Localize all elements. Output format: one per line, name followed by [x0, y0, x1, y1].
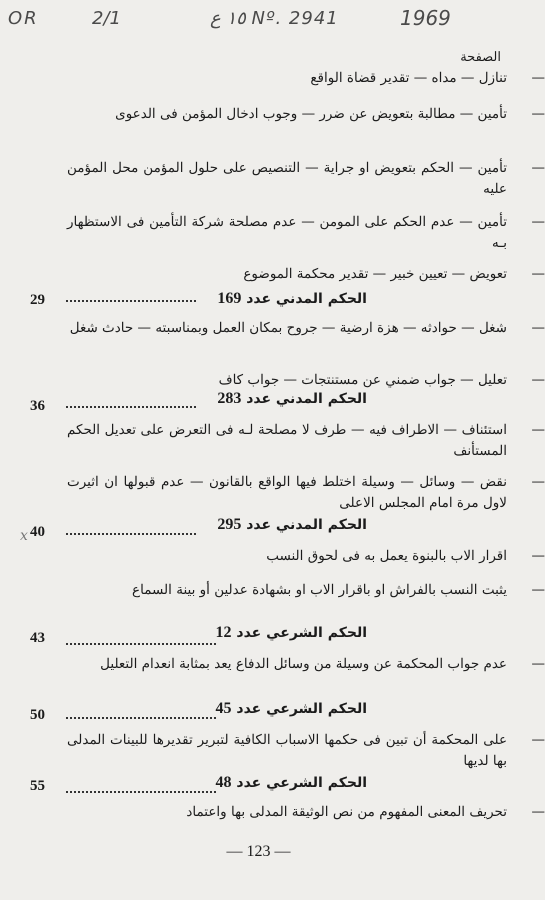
section-heading [216, 700, 367, 718]
heading-number: 48 [215, 774, 232, 791]
entry-dash: — [531, 804, 545, 820]
index-entry [67, 212, 545, 254]
entry-text: تأمين — مطالبة بتعويض عن ضرر — وجوب ادخال المؤمن فى الدعوى [115, 106, 507, 122]
index-entry [67, 546, 545, 567]
heading-number: 295 [217, 516, 242, 533]
heading-number: 283 [217, 390, 242, 407]
entry-dash: — [531, 372, 545, 388]
index-entry [67, 104, 545, 125]
entry-text: شغل — حوادثه — هزة ارضية — جروح بمكان العمل وبمناسبته — حادث شغل [69, 320, 507, 336]
handwritten-reference: ١٥ ع Nº. 2941 [210, 8, 339, 29]
heading-label: الحكم الشرعي عدد [236, 701, 367, 717]
page-footer-number: — 123 — [226, 843, 291, 860]
handwritten-year: 1969 [400, 6, 451, 30]
section-heading [217, 390, 367, 408]
heading-label: الحكم المدني عدد [246, 391, 367, 407]
entry-dash: — [531, 732, 545, 748]
entry-dash: — [531, 266, 545, 282]
index-entry [67, 580, 545, 601]
index-entry [67, 158, 545, 200]
dot-leader [66, 533, 196, 535]
heading-number: 12 [215, 624, 232, 641]
page-column-label: الصفحة [460, 50, 501, 65]
page-number: 50 [30, 707, 45, 723]
index-entry [67, 802, 545, 823]
heading-number: 45 [215, 700, 232, 717]
entry-text: تحريف المعنى المفهوم من نص الوثيقة المدلى بها واعتماد [186, 804, 507, 820]
section-heading [216, 774, 367, 792]
index-entry [67, 654, 545, 675]
heading-label: الحكم المدني عدد [246, 291, 367, 307]
heading-number: 169 [217, 290, 242, 307]
index-entry [67, 370, 545, 391]
page-number: 55 [30, 778, 45, 794]
index-entry [67, 264, 545, 285]
entry-dash: — [531, 582, 545, 598]
entry-dash: — [531, 106, 545, 122]
dot-leader [66, 791, 216, 793]
page-number: 40 [30, 524, 45, 540]
entry-text: استئناف — الاطراف فيه — طرف لا مصلحة لـه فى التعرض على تعديل الحكم المستأنف [67, 422, 507, 459]
index-entry [67, 420, 545, 462]
handwritten-date: 2/1 [92, 8, 121, 29]
entry-dash: — [531, 656, 545, 672]
entry-dash: — [531, 422, 545, 438]
handwritten-code: OR [8, 8, 39, 29]
index-entry [67, 472, 545, 514]
entry-dash: — [531, 160, 545, 176]
entry-dash: — [531, 474, 545, 490]
page-number: 36 [30, 398, 45, 414]
entry-text: نقض — وسائل — وسيلة اختلط فيها الواقع بالقانون — عدم قبولها ان اثيرت لاول مرة امام المجلس الاعلى [67, 474, 507, 511]
entry-dash: — [531, 320, 545, 336]
entry-text: يثبت النسب بالفراش او باقرار الاب او بشهادة عدلين أو بينة السماع [132, 582, 507, 598]
entry-text: على المحكمة أن تبين فى حكمها الاسباب الكافية لتبرير تقديرها للبينات المدلى بها لديها [67, 732, 507, 769]
index-entry [67, 318, 545, 339]
handwritten-mark: x [20, 528, 28, 544]
section-heading [217, 290, 367, 308]
heading-label: الحكم الشرعي عدد [236, 625, 367, 641]
dot-leader [66, 717, 216, 719]
entry-text: تأمين — الحكم بتعويض او جراية — التنصيص على حلول المؤمن محل المؤمن عليه [67, 160, 507, 197]
section-heading [217, 516, 367, 534]
entry-text: عدم جواب المحكمة عن وسيلة من وسائل الدفاع يعد بمثابة انعدام التعليل [100, 656, 507, 672]
page-number: 29 [30, 292, 45, 308]
entry-text: تعويض — تعيين خبير — تقدير محكمة الموضوع [243, 266, 507, 282]
heading-label: الحكم الشرعي عدد [236, 775, 367, 791]
index-entry [67, 730, 545, 772]
dot-leader [66, 643, 216, 645]
section-heading [216, 624, 367, 642]
entry-text: تأمين — عدم الحكم على المومن — عدم مصلحة شركة التأمين فى الاستظهار بـه [67, 214, 507, 251]
dot-leader [66, 406, 196, 408]
entry-text: تعليل — جواب ضمني عن مستنتجات — جواب كاف [218, 372, 507, 388]
entry-dash: — [531, 548, 545, 564]
entry-text: تنازل — مداه — تقدير قضاة الواقع [310, 70, 507, 86]
entry-text: اقرار الاب بالبنوة يعمل به فى لحوق النسب [266, 548, 507, 564]
dot-leader [66, 300, 196, 302]
page-number: 43 [30, 630, 45, 646]
heading-label: الحكم المدني عدد [246, 517, 367, 533]
index-entry [67, 68, 545, 89]
entry-dash: — [531, 214, 545, 230]
entry-dash: — [531, 70, 545, 86]
